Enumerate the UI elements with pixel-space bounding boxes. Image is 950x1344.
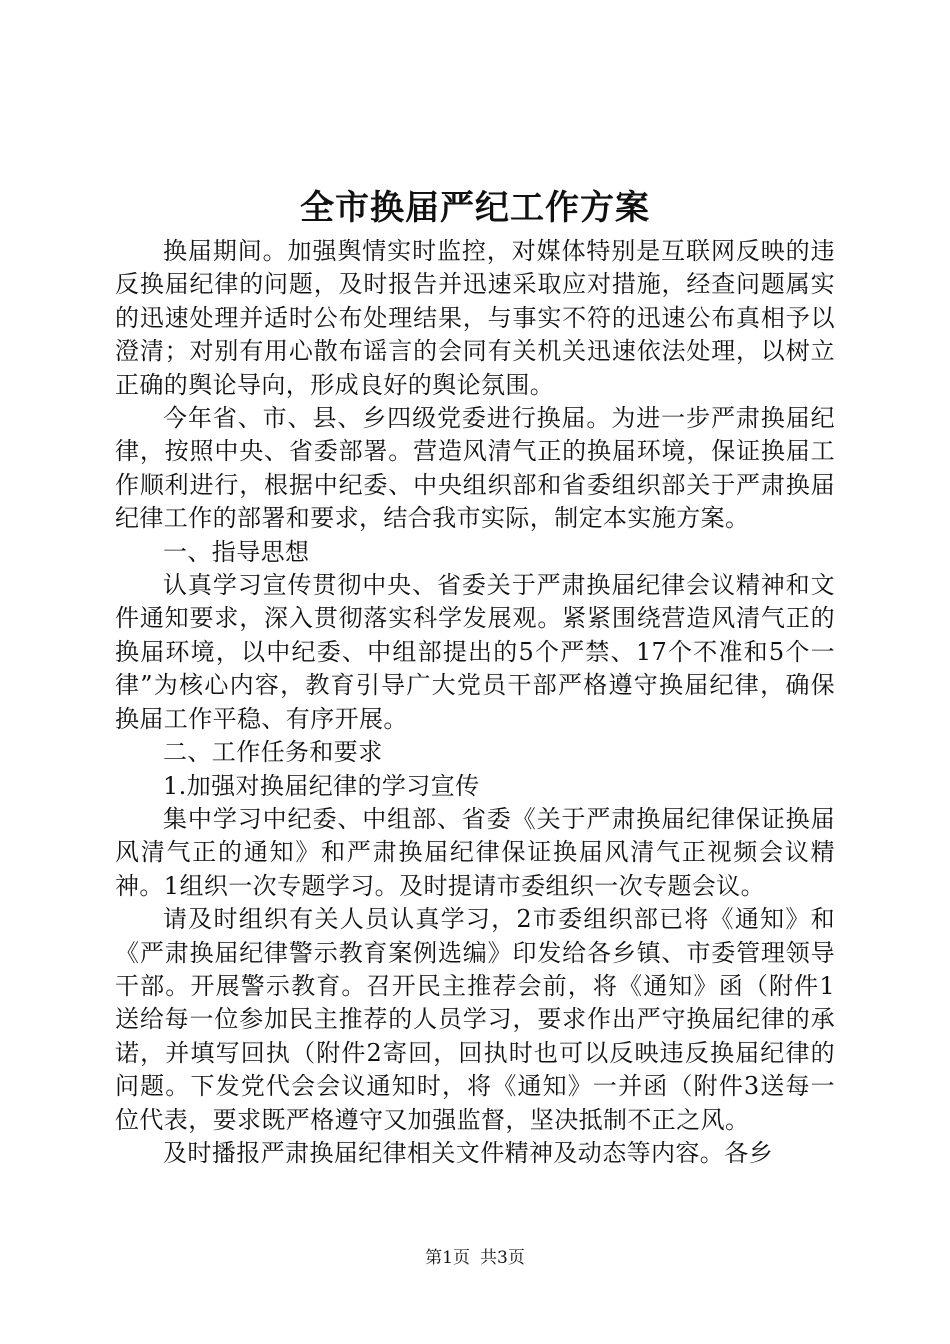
document-body xyxy=(115,235,835,1170)
page-number: 第1页 xyxy=(425,1248,470,1268)
paragraph: 认真学习宣传贯彻中央、省委关于严肃换届纪律会议精神和文件通知要求，深入贯彻落实科学发展观。紧紧围绕营造风清气正的换届环境，以中纪委、中组部提出的5个严禁、17个不准和5个一律”为核心内容，教育引导广大党员干部严格遵守换届纪律，确保换届工作平稳、有序开展。 xyxy=(115,571,835,733)
paragraph: 请及时组织有关人员认真学习，2市委组织部已将《通知》和《严肃换届纪律警示教育案例选编》印发给各乡镇、市委管理领导干部。开展警示教育。召开民主推荐会前，将《通知》函（附件1送给每一位参加民主推荐的人员学习，要求作出严守换届纪律的承诺，并填写回执（附件2寄回，回执时也可以反映违反换届纪律的问题。下发党代会会议通知时，将《通知》一并函（附件3送每一位代表，要求既严格遵守又加强监督，坚决抵制不正之风。 xyxy=(115,905,835,1134)
paragraph: 今年省、市、县、乡四级党委进行换届。为进一步严肃换届纪律，按照中央、省委部署。营造风清气正的换届环境，保证换届工作顺利进行，根据中纪委、中央组织部和省委组织部关于严肃换届纪律工作的部署和要求，结合我市实际，制定本实施方案。 xyxy=(115,404,835,533)
paragraph: 及时播报严肃换届纪律相关文件精神及动态等内容。各乡 xyxy=(163,1138,773,1167)
subsection-heading: 1.加强对换届纪律的学习宣传 xyxy=(163,771,480,800)
document-title: 全市换届严纪工作方案 xyxy=(300,188,650,228)
paragraph: 集中学习中纪委、中组部、省委《关于严肃换届纪律保证换届风清气正的通知》和严肃换届纪律保证换届风清气正视频会议精神。1组织一次专题学习。及时提请市委组织一次专题会议。 xyxy=(115,804,835,900)
section-heading: 一、指导思想 xyxy=(163,537,310,566)
paragraph: 换届期间。加强舆情实时监控，对媒体特别是互联网反映的违反换届纪律的问题，及时报告并迅速采取应对措施，经查问题属实的迅速处理并适时公布处理结果，与事实不符的迅速公布真相予以澄清；对别有用心散布谣言的会同有关机关迅速依法处理，以树立正确的舆论导向，形成良好的舆论氛围。 xyxy=(115,237,835,399)
section-heading: 二、工作任务和要求 xyxy=(163,738,383,767)
page-total: 共3页 xyxy=(480,1248,525,1268)
page-footer xyxy=(0,1246,950,1270)
